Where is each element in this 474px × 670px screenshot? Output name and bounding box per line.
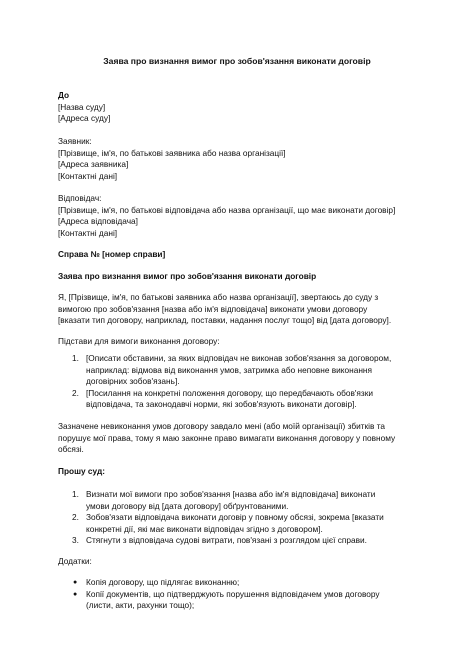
respondent-name: [Прізвище, ім'я, по батькові відповідача або назва організації, що має виконати договір] — [58, 204, 396, 215]
damage-line: Зазначене невиконання умов договору завдало мені (або моїй організації) збитків та — [58, 421, 386, 431]
damage-line: порушує мої права, тому я маю законне право вимагати виконання договору у повному — [58, 432, 396, 443]
attachments-label: Додатки: — [58, 556, 92, 566]
applicant-label: Заявник: — [58, 136, 92, 146]
grounds-list — [58, 353, 422, 411]
item-line: Копія договору, що підлягає виконанню; — [86, 577, 240, 587]
item-line: наприклад: відмова від виконання умов, затримка або неповне виконання — [86, 364, 372, 375]
case-number: Справа № [номер справи] — [58, 249, 166, 259]
respondent-block — [58, 193, 418, 239]
item-line: відповідача, та законодавчі норми, які зобов'язують виконати договір]. — [86, 399, 357, 410]
document-title: Заява про визнання вимог про зобов'язання виконати договір — [103, 56, 371, 66]
item-line: умови договору від [дата договору] обґрунтованими. — [86, 500, 289, 511]
item-line: договірних зобов'язань]. — [86, 376, 180, 387]
grounds-label: Підстави для вимоги виконання договору: — [58, 336, 220, 346]
item-line: Зобов'язати відповідача виконати договір у повному обсязі, зокрема [вказати — [86, 512, 384, 523]
item-line: Копії документів, що підтверджують порушення відповідачем умов договору — [86, 588, 380, 599]
court-address: [Адреса суду] — [58, 113, 111, 124]
item-number: 2. — [72, 512, 79, 523]
list-item — [58, 489, 422, 512]
list-item — [58, 388, 422, 411]
respondent-label: Відповідач: — [58, 193, 102, 203]
damage-paragraph — [58, 421, 422, 456]
subtitle: Заява про визнання вимог про зобов'язання виконати договір — [58, 271, 317, 281]
item-line: конкретні дії, які має виконати відповідач згідно з договором]. — [86, 523, 323, 534]
list-item — [58, 512, 422, 535]
intro-line: Я, [Прізвище, ім'я, по батькові заявника або назва організації], звертаюсь до суду з — [58, 292, 379, 302]
request-list — [58, 489, 422, 547]
damage-line: обсязі. — [58, 444, 84, 455]
respondent-address: [Адреса відповідача] — [58, 216, 138, 227]
list-item — [58, 353, 422, 388]
attachments-list — [58, 577, 422, 612]
bullet-icon: ● — [73, 579, 78, 586]
to-label: До — [58, 90, 70, 100]
court-name: [Назва суду] — [58, 101, 106, 112]
item-number: 2. — [72, 387, 79, 398]
list-item — [58, 535, 422, 547]
applicant-name: [Прізвище, ім'я, по батькові заявника або назва організації] — [58, 147, 286, 158]
court-block — [58, 90, 418, 125]
item-number: 1. — [72, 489, 79, 499]
list-item — [58, 589, 422, 612]
item-number: 3. — [72, 535, 79, 546]
item-line: Визнати мої вимоги про зобов'язання [назва або ім'я відповідача] виконати — [86, 489, 376, 499]
item-number: 1. — [72, 353, 79, 363]
intro-line: [вказати тип договору, наприклад, поставки, надання послуг тощо] від [дата договору]. — [58, 315, 392, 326]
request-label: Прошу суд: — [58, 466, 105, 476]
applicant-block — [58, 136, 418, 182]
intro-line: вимогою про зобов'язання [назва або ім'я відповідача] виконати умови договору — [58, 303, 368, 314]
intro-paragraph — [58, 292, 422, 327]
applicant-contacts: [Контактні дані] — [58, 170, 118, 181]
list-item — [58, 577, 422, 589]
item-line: [Посилання на конкретні положення договору, що передбачають обов'язки — [86, 387, 373, 398]
item-line: (листи, акти, рахунки тощо); — [86, 600, 195, 611]
respondent-contacts: [Контактні дані] — [58, 227, 118, 238]
item-line: Стягнути з відповідача судові витрати, пов'язані з розглядом цієї справи. — [86, 535, 367, 546]
bullet-icon: ● — [73, 590, 78, 598]
applicant-address: [Адреса заявника] — [58, 159, 129, 170]
item-line: [Описати обставини, за яких відповідач не виконав зобов'язання за договором, — [86, 353, 392, 363]
